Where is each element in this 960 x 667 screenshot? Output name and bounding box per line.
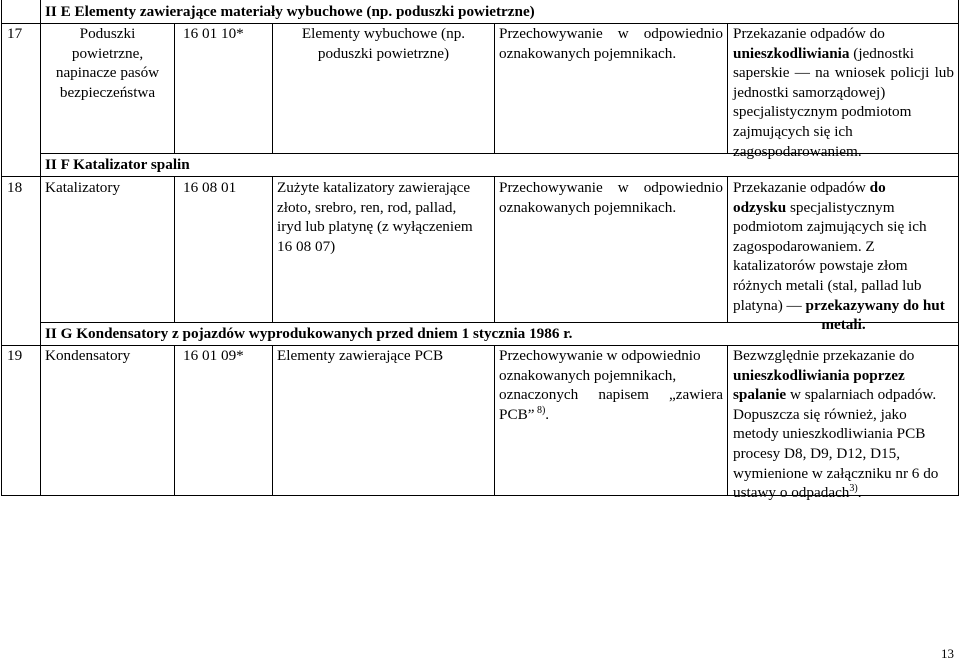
waste-description: Zużyte katalizatory zawierające złoto, srebro, ren, rod, pallad, iryd lub platynę (z wyłączeniem 16 08 07) bbox=[277, 179, 473, 255]
waste-code: 16 08 01 bbox=[183, 179, 237, 196]
column-divider-desc bbox=[494, 176, 495, 322]
column-divider-desc bbox=[494, 23, 495, 153]
storage-method: Przechowywanie w odpowiednio oznakowanych pojemnikach, oznaczonych napisem „zawiera PCB” $^{8)}$. bbox=[499, 347, 723, 423]
row-number: 19 bbox=[7, 347, 23, 364]
waste-name: Katalizatory bbox=[45, 179, 121, 196]
storage-method: Przechowywanie w odpowiednio oznakowanych pojemnikach. bbox=[499, 179, 723, 216]
page-number: 13 bbox=[941, 646, 954, 661]
waste-description: Elementy zawierające PCB bbox=[277, 347, 444, 364]
section-heading-f: II F Katalizator spalin bbox=[45, 156, 190, 173]
row-border bbox=[1, 176, 959, 177]
section-heading-e: II E Elementy zawierające materiały wybuchowe (np. poduszki powietrzne) bbox=[45, 3, 535, 20]
table-right-border bbox=[958, 0, 959, 495]
waste-name: Poduszki powietrzne, napinacze pasów bezpieczeństwa bbox=[55, 25, 160, 101]
column-divider-name bbox=[174, 345, 175, 495]
waste-code: 16 01 10* bbox=[183, 25, 244, 42]
column-divider-storage bbox=[727, 345, 728, 495]
handling-method: Bezwzględnie przekazanie do unieszkodliwiania poprzez spalanie w spalarniach odpadów. Dopuszcza się również, jako metody unieszkodliwiania PCB procesy D8, D9, D12, D15, wymienione w załączniku nr 6 do ustawy o odpadach$^{3)}$. bbox=[733, 347, 939, 502]
row-number: 17 bbox=[7, 25, 23, 42]
storage-method: Przechowywanie w odpowiednio oznakowanych pojemnikach. bbox=[499, 25, 723, 62]
handling-method: Przekazanie odpadów do unieszkodliwiania (jednostki saperskie — na wniosek policji lub jednostki samorządowej) specjalistycznym podmiotom zajmujących się ich zagospodarowaniem. bbox=[733, 25, 954, 160]
column-divider-code bbox=[272, 176, 273, 322]
column-divider-desc bbox=[494, 345, 495, 495]
handling-method: Przekazanie odpadów do odzysku specjalistycznym podmiotom zajmujących się ich zagospodarowaniem. Z katalizatorów powstaje złom różnych metali (stal, pallad lub platyna) — przekazywany do hut metali. bbox=[733, 179, 945, 334]
column-divider-code bbox=[272, 345, 273, 495]
column-divider-storage bbox=[727, 176, 728, 322]
waste-code: 16 01 09* bbox=[183, 347, 244, 364]
waste-name: Kondensatory bbox=[45, 347, 131, 364]
row-number: 18 bbox=[7, 179, 23, 196]
column-divider-name bbox=[174, 23, 175, 153]
waste-description: Elementy wybuchowe (np. poduszki powietrzne) bbox=[301, 25, 466, 62]
column-divider-storage bbox=[727, 23, 728, 153]
table-left-border bbox=[1, 0, 2, 495]
section-heading-g: II G Kondensatory z pojazdów wyprodukowanych przed dniem 1 stycznia 1986 r. bbox=[45, 325, 573, 342]
column-divider-name bbox=[174, 176, 175, 322]
